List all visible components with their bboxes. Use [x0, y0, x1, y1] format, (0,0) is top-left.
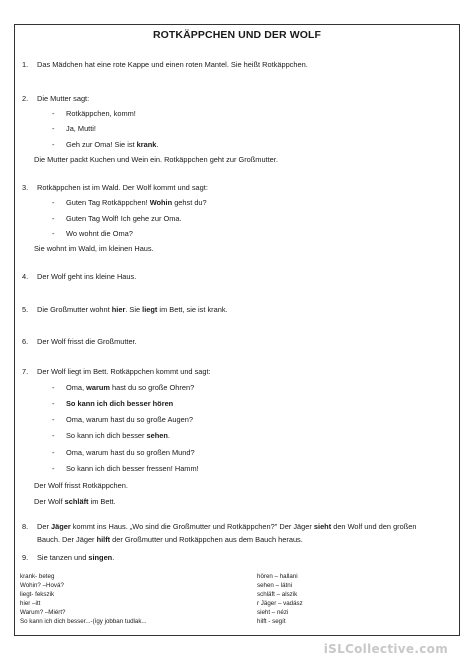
vocab-left-3: liegt- fekszik	[20, 591, 55, 598]
dialogue-dash: -	[52, 431, 55, 440]
dialogue-dash: -	[52, 198, 55, 207]
item-7-intro: Der Wolf liegt im Bett. Rotkäppchen kommt und sagt:	[37, 367, 211, 376]
item-1-text: Das Mädchen hat eine rote Kappe und einen roten Mantel. Sie heißt Rotkäppchen.	[37, 60, 308, 69]
dialogue-dash: -	[52, 399, 55, 408]
item-3-outro: Sie wohnt im Wald, im kleinen Haus.	[34, 244, 154, 253]
dialogue-dash: -	[52, 229, 55, 238]
item-number-5: 5.	[22, 305, 29, 314]
vocab-left-2: Wohin? –Hová?	[20, 582, 64, 589]
dialogue-dash: -	[52, 448, 55, 457]
item-number-8: 8.	[22, 522, 29, 531]
item-7-outro-1: Der Wolf frisst Rotkäppchen.	[34, 481, 128, 490]
item-number-1: 1.	[22, 60, 29, 69]
vocab-right-6: hilft - segít	[257, 618, 286, 625]
item-3-line-3: Wo wohnt die Oma?	[66, 229, 133, 238]
item-3-intro: Rotkäppchen ist im Wald. Der Wolf kommt und sagt:	[37, 183, 208, 192]
item-2-intro: Die Mutter sagt:	[37, 94, 90, 103]
item-9-text: Sie tanzen und singen.	[37, 553, 115, 562]
item-number-4: 4.	[22, 272, 29, 281]
page-title: ROTKÄPPCHEN UND DER WOLF	[152, 29, 322, 41]
dialogue-dash: -	[52, 124, 55, 133]
item-number-9: 9.	[22, 553, 29, 562]
item-8-line-1: Der Jäger kommt ins Haus. „Wo sind die Großmutter und Rotkäppchen?" Der Jäger sieht den Wolf und den großen	[37, 522, 417, 531]
item-7-line-5: Oma, warum hast du so großen Mund?	[66, 448, 195, 457]
item-3-line-1: Guten Tag Rotkäppchen! Wohin gehst du?	[66, 198, 207, 207]
item-number-3: 3.	[22, 183, 29, 192]
dialogue-dash: -	[52, 415, 55, 424]
vocab-left-1: krank- beteg	[20, 573, 55, 580]
dialogue-dash: -	[52, 464, 55, 473]
watermark: iSLCollective.com	[323, 642, 448, 656]
item-2-line-1: Rotkäppchen, komm!	[66, 109, 136, 118]
dialogue-dash: -	[52, 383, 55, 392]
dialogue-dash: -	[52, 140, 55, 149]
item-7-outro-2: Der Wolf schläft im Bett.	[34, 497, 116, 506]
item-5-text: Die Großmutter wohnt hier. Sie liegt im Bett, sie ist krank.	[37, 305, 228, 314]
item-7-line-2: So kann ich dich besser hören	[66, 399, 174, 408]
item-3-line-2: Guten Tag Wolf! Ich gehe zur Oma.	[66, 214, 182, 223]
item-7-line-6: So kann ich dich besser fressen! Hamm!	[66, 464, 199, 473]
dialogue-dash: -	[52, 214, 55, 223]
item-number-6: 6.	[22, 337, 29, 346]
item-6-text: Der Wolf frisst die Großmutter.	[37, 337, 137, 346]
vocab-left-6: So kann ich dich besser...-(így jobban tudlak...	[20, 618, 147, 625]
vocab-right-1: hören – hallani	[257, 573, 298, 580]
item-7-line-3: Oma, warum hast du so große Augen?	[66, 415, 193, 424]
vocab-right-4: r Jäger – vadász	[257, 600, 303, 607]
vocab-right-2: sehen – látni	[257, 582, 293, 589]
item-2-line-2: Ja, Mutti!	[66, 124, 96, 133]
item-7-line-4: So kann ich dich besser sehen.	[66, 431, 170, 440]
vocab-left-5: Warum? –Miért?	[20, 609, 66, 616]
item-7-line-1: Oma, warum hast du so große Ohren?	[66, 383, 195, 392]
dialogue-dash: -	[52, 109, 55, 118]
vocab-right-3: schläft – alszik	[257, 591, 298, 598]
vocab-right-5: sieht – nézi	[257, 609, 289, 616]
vocab-left-4: hier –itt	[20, 600, 41, 607]
item-number-7: 7.	[22, 367, 29, 376]
item-number-2: 2.	[22, 94, 29, 103]
item-2-line-3: Geh zur Oma! Sie ist krank.	[66, 140, 159, 149]
item-4-text: Der Wolf geht ins kleine Haus.	[37, 272, 137, 281]
item-2-outro: Die Mutter packt Kuchen und Wein ein. Rotkäppchen geht zur Großmutter.	[34, 155, 278, 164]
item-8-line-2: Bauch. Der Jäger hilft der Großmutter und Rotkäppchen aus dem Bauch heraus.	[37, 535, 303, 544]
